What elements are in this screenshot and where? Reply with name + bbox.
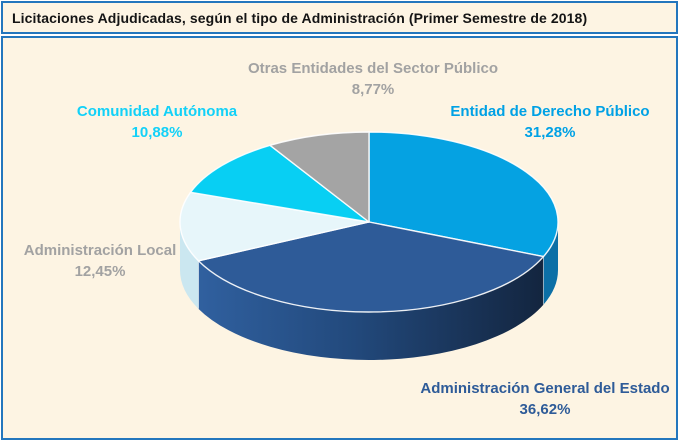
slice-value-text: 8,77%	[351, 81, 395, 98]
slice-value-text: 36,62%	[519, 401, 571, 418]
slice-value-text: 10,88%	[131, 124, 183, 141]
slice-label-text: Administración Local	[23, 242, 177, 259]
slice-label-text: Comunidad Autónoma	[76, 103, 238, 120]
slice-label-comunidad-autonoma	[77, 101, 237, 143]
slice-label-administracion-local	[24, 240, 177, 282]
slice-label-text: Administración General del Estado	[420, 380, 670, 397]
slice-value-text: 31,28%	[524, 124, 576, 141]
slice-value-text: 12,45%	[74, 263, 126, 280]
slice-label-administracion-general-estado	[420, 378, 669, 420]
slice-label-text: Otras Entidades del Sector Público	[247, 60, 499, 77]
slice-label-text: Entidad de Derecho Público	[450, 103, 650, 120]
slice-label-entidad-derecho-publico	[450, 101, 649, 143]
chart-title: Licitaciones Adjudicadas, según el tipo de Administración (Primer Semestre de 2018)	[12, 9, 588, 26]
slice-label-otras-entidades	[248, 58, 498, 100]
